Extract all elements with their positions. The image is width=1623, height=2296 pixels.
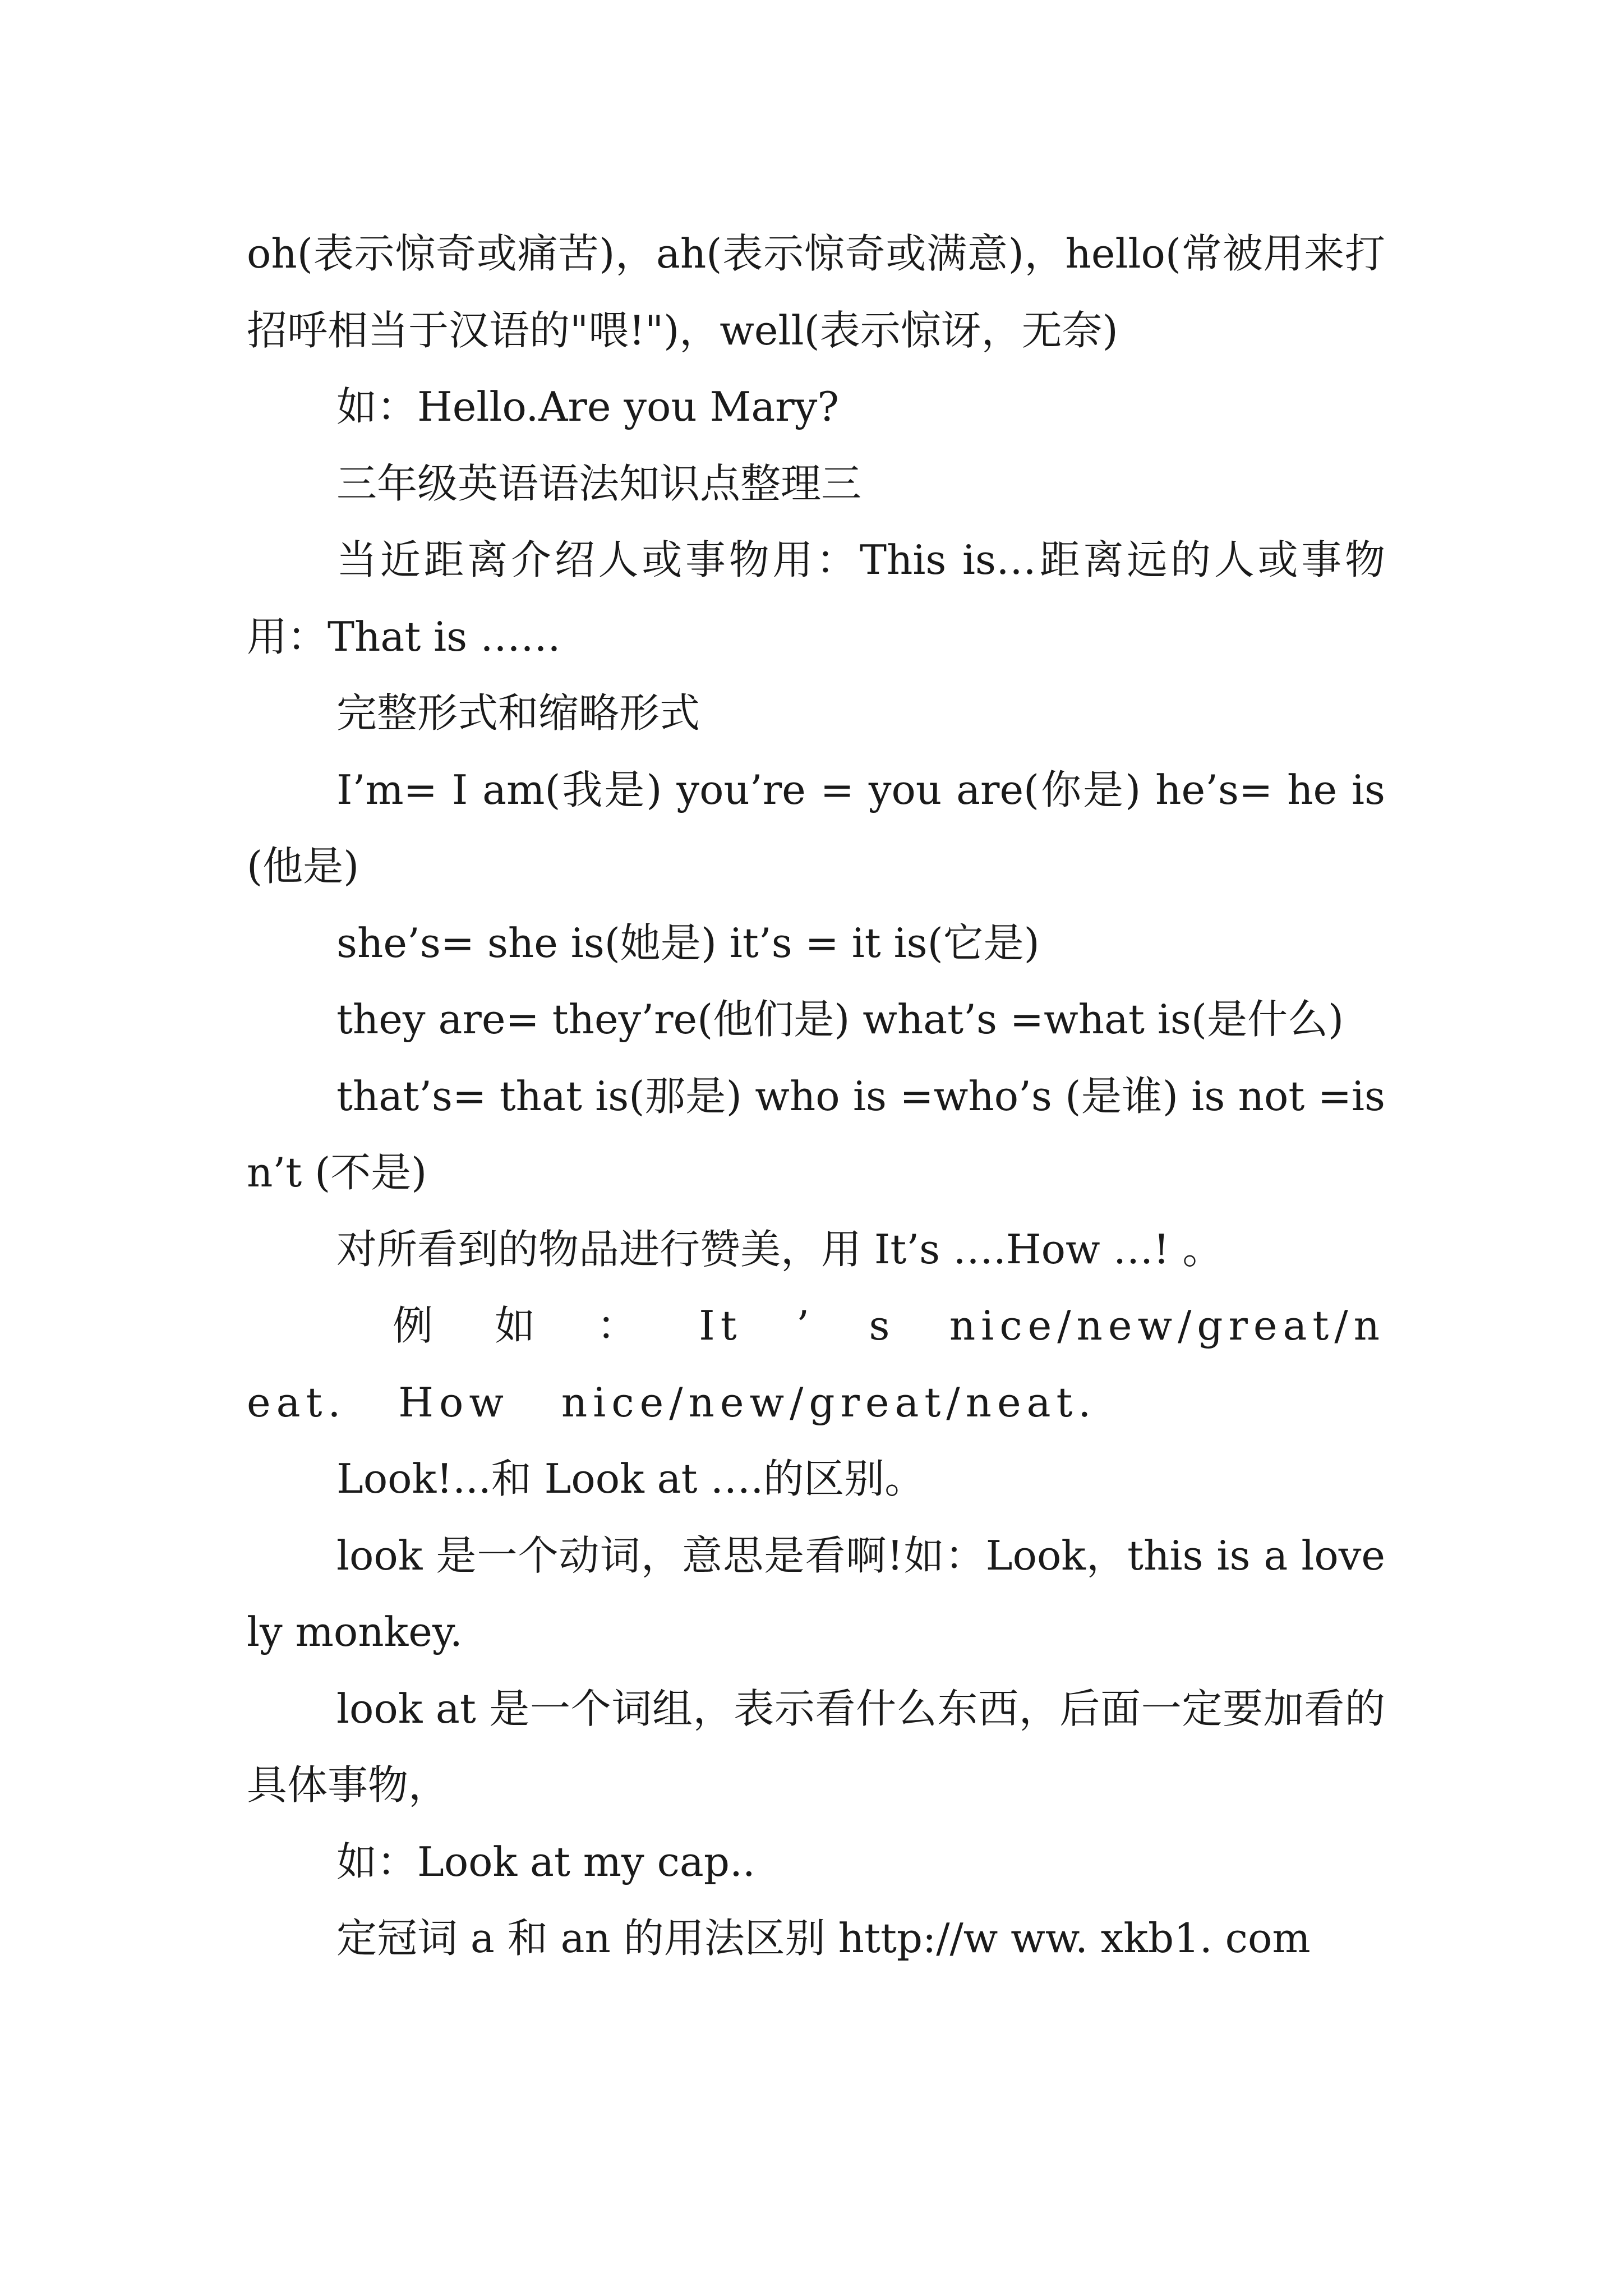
paragraph-praise: 对所看到的物品进行赞美，用 It’s ….How …! 。 [336,1225,1223,1273]
document-body [247,215,1385,1977]
paragraph-contractions-4: that’s= that is(那是) who is =who’s (是谁) is not =isn’t (不是) [247,1072,1386,1196]
section-heading: 三年级英语语法知识点整理三 [336,459,862,507]
paragraph-contractions-1: I’m= I am(我是) you’re = you are(你是) he’s= he is(他是) [247,766,1385,890]
paragraph-example-hello: 如：Hello.Are you Mary? [336,383,839,430]
paragraph-look-difference: Look!...和 Look at ….的区别。 [336,1455,925,1502]
paragraph-look-at: look at 是一个词组，表示看什么东西，后面一定要加看的具体事物， [247,1685,1385,1809]
paragraph-look-verb: look 是一个动词，意思是看啊!如：Look，this is a lovely monkey. [247,1531,1385,1655]
paragraph-praise-example: 例 如 ： It ’ s nice/new/great/neat. How nice/new/great/neat. [247,1302,1385,1426]
paragraph-this-that: 当近距离介绍人或事物用：This is…距离远的人或事物用：That is …… [247,536,1385,660]
paragraph-contractions-3: they are= they’re(他们是) what’s =what is(是什么) [336,996,1344,1043]
paragraph-look-at-example: 如：Look at my cap.. [336,1838,755,1885]
paragraph-interjections: oh(表示惊奇或痛苦)，ah(表示惊奇或满意)，hello(常被用来打招呼相当于汉语的"喂!")，well(表示惊讶，无奈) [247,230,1385,354]
paragraph-articles: 定冠词 a 和 an 的用法区别 http://w ww. xkb1. com [336,1915,1311,1962]
paragraph-contractions-2: she’s= she is(她是) it’s = it is(它是) [336,919,1040,967]
paragraph-contractions-heading: 完整形式和缩略形式 [336,689,700,737]
